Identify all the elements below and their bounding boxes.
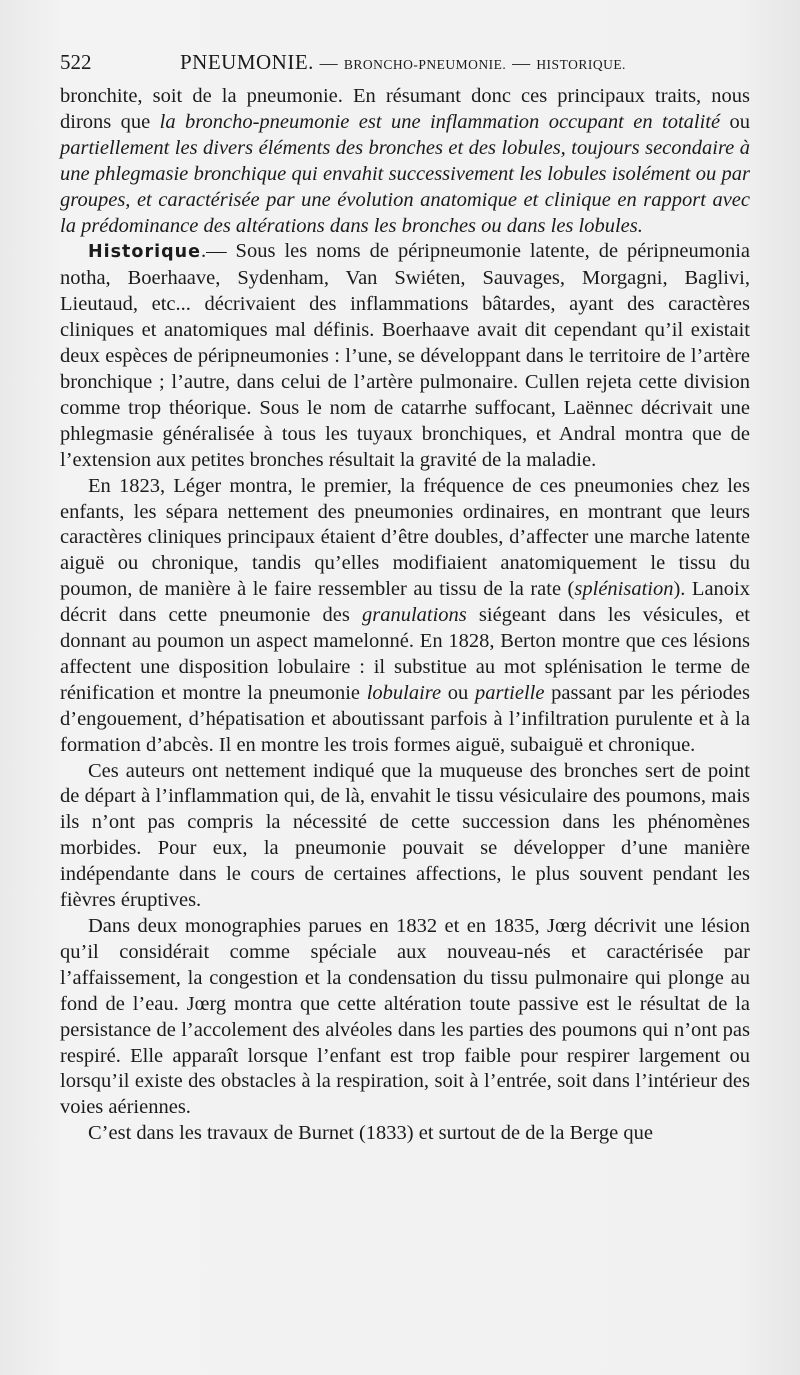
header-separator: — [319, 53, 339, 73]
italic-run: partielle [475, 681, 545, 704]
paragraph-leger [60, 474, 750, 759]
running-header [60, 46, 750, 78]
italic-run: partiellement les divers éléments des bronches et des lobules, toujours secondaire à une phlegmasie bronchique qui envahit successivement les lobules isolément ou par groupes, et caractérisée par une évolution anatomique et clinique en rapport avec la prédominance des altérations dans les bronches ou dans les lobules. [60, 136, 750, 237]
header-title: PNEUMONIE. [180, 50, 314, 74]
text-run: En 1823, Léger montra, le premier, la fréquence de ces pneumonies chez les enfants, les sépara nettement des pneumonies ordinaires, en montrant que leurs caractères cliniques principaux étaient d’être doubles, d’affecter une marche latente aiguë ou chronique, tandis qu’elles modifiaient anatomiquement le tissu du poumon, de manière à le faire ressembler au tissu de la rate ( [60, 474, 750, 601]
italic-run: la broncho-pneumonie est une inflammation occupant en totalité [159, 110, 721, 133]
header-separator: — [512, 53, 531, 73]
text-run: C’est dans les travaux de Burnet (1833) et surtout de de la Berge que [88, 1122, 653, 1145]
italic-run: lobulaire [366, 681, 442, 704]
text-run: siégeant dans les vésicules, et donnant au poumon un aspect mamelonné. En 1828, Berton montre que ces lésions affectent une disposition lobulaire : il substitue au mot splénisation le terme de rénification et montre la pneumonie [60, 604, 750, 704]
paragraph-burnet [60, 1121, 750, 1147]
text-run: ou [441, 681, 475, 704]
header-title-group [180, 50, 626, 75]
italic-run: granulations [361, 604, 467, 627]
text-run: Dans deux monographies parues en 1832 et en 1835, Jœrg décrivit une lésion qu’il considérait comme spéciale aux nouveau-nés et caractérisée par l’affaissement, la congestion et la condensation du tissu pulmonaire qui plonge au fond de l’eau. Jœrg montra que cette altération toute passive est le résultat de la persistance de l’accolement des alvéoles dans les parties des poumons qui n’ont pas respiré. Elle apparaît lorsque l’enfant est trop faible pour respirer largement ou lorsqu’il existe des obstacles à la respiration, soit à l’entrée, soit dans l’intérieur des voies aériennes. [60, 915, 750, 1119]
text-run: .— Sous les noms de péripneumonie latente, de péripneumonia notha, Boerhaave, Sydenham, Van Swiéten, Sauvages, Morgagni, Baglivi, Lieutaud, etc... décrivaient des inflammations bâtardes, ayant des caractères cliniques et anatomiques mal définis. Boerhaave avait dit cependant qu’il existait deux espèces de péripneumonies : l’une, se développant dans le territoire de l’artère bronchique ; l’autre, dans celui de l’artère pulmonaire. Cullen rejeta cette division comme trop théorique. Sous le nom de catarrhe suffocant, Laënnec décrivait une phlegmasie généralisée à tous les tuyaux bronchiques, et Andral montra que de l’extension aux petites bronches résultait la gravité de la maladie. [60, 240, 750, 471]
header-subtitle: HISTORIQUE. [536, 57, 626, 72]
section-heading: Historique [88, 242, 201, 263]
body-text [60, 84, 750, 1147]
header-subtitle: BRONCHO-PNEUMONIE. [343, 57, 507, 72]
text-run: passant par les périodes d’engouement, d’hépatisation et aboutissant parfois à l’infiltration purulente et à la formation d’abcès. Il en montre les trois formes aiguë, subaiguë et chronique. [60, 681, 750, 756]
text-run: ou [720, 110, 751, 133]
text-run: bronchite, soit de la pneumonie. En résumant donc ces principaux traits, nous dirons que [60, 85, 750, 133]
text-run: ). Lanoix décrit dans cette pneumonie des [60, 578, 750, 627]
text-run: Ces auteurs ont nettement indiqué que la muqueuse des bronches sert de point de départ à l’inflammation qui, de là, envahit le tissu vésiculaire des poumons, mais ils n’ont pas compris la nécessité de cette succession dans les phénomènes morbides. Pour eux, la pneumonie pouvait se développer d’une manière indépendante dans le cours de certaines affections, le plus souvent pendant les fièvres éruptives. [60, 759, 750, 912]
page-number: 522 [60, 50, 92, 74]
paragraph-joerg [60, 914, 750, 1121]
paragraph-auteurs [60, 759, 750, 914]
italic-run: splénisation [574, 578, 674, 601]
paragraph-definition [60, 84, 750, 239]
paragraph-historique [60, 239, 750, 473]
